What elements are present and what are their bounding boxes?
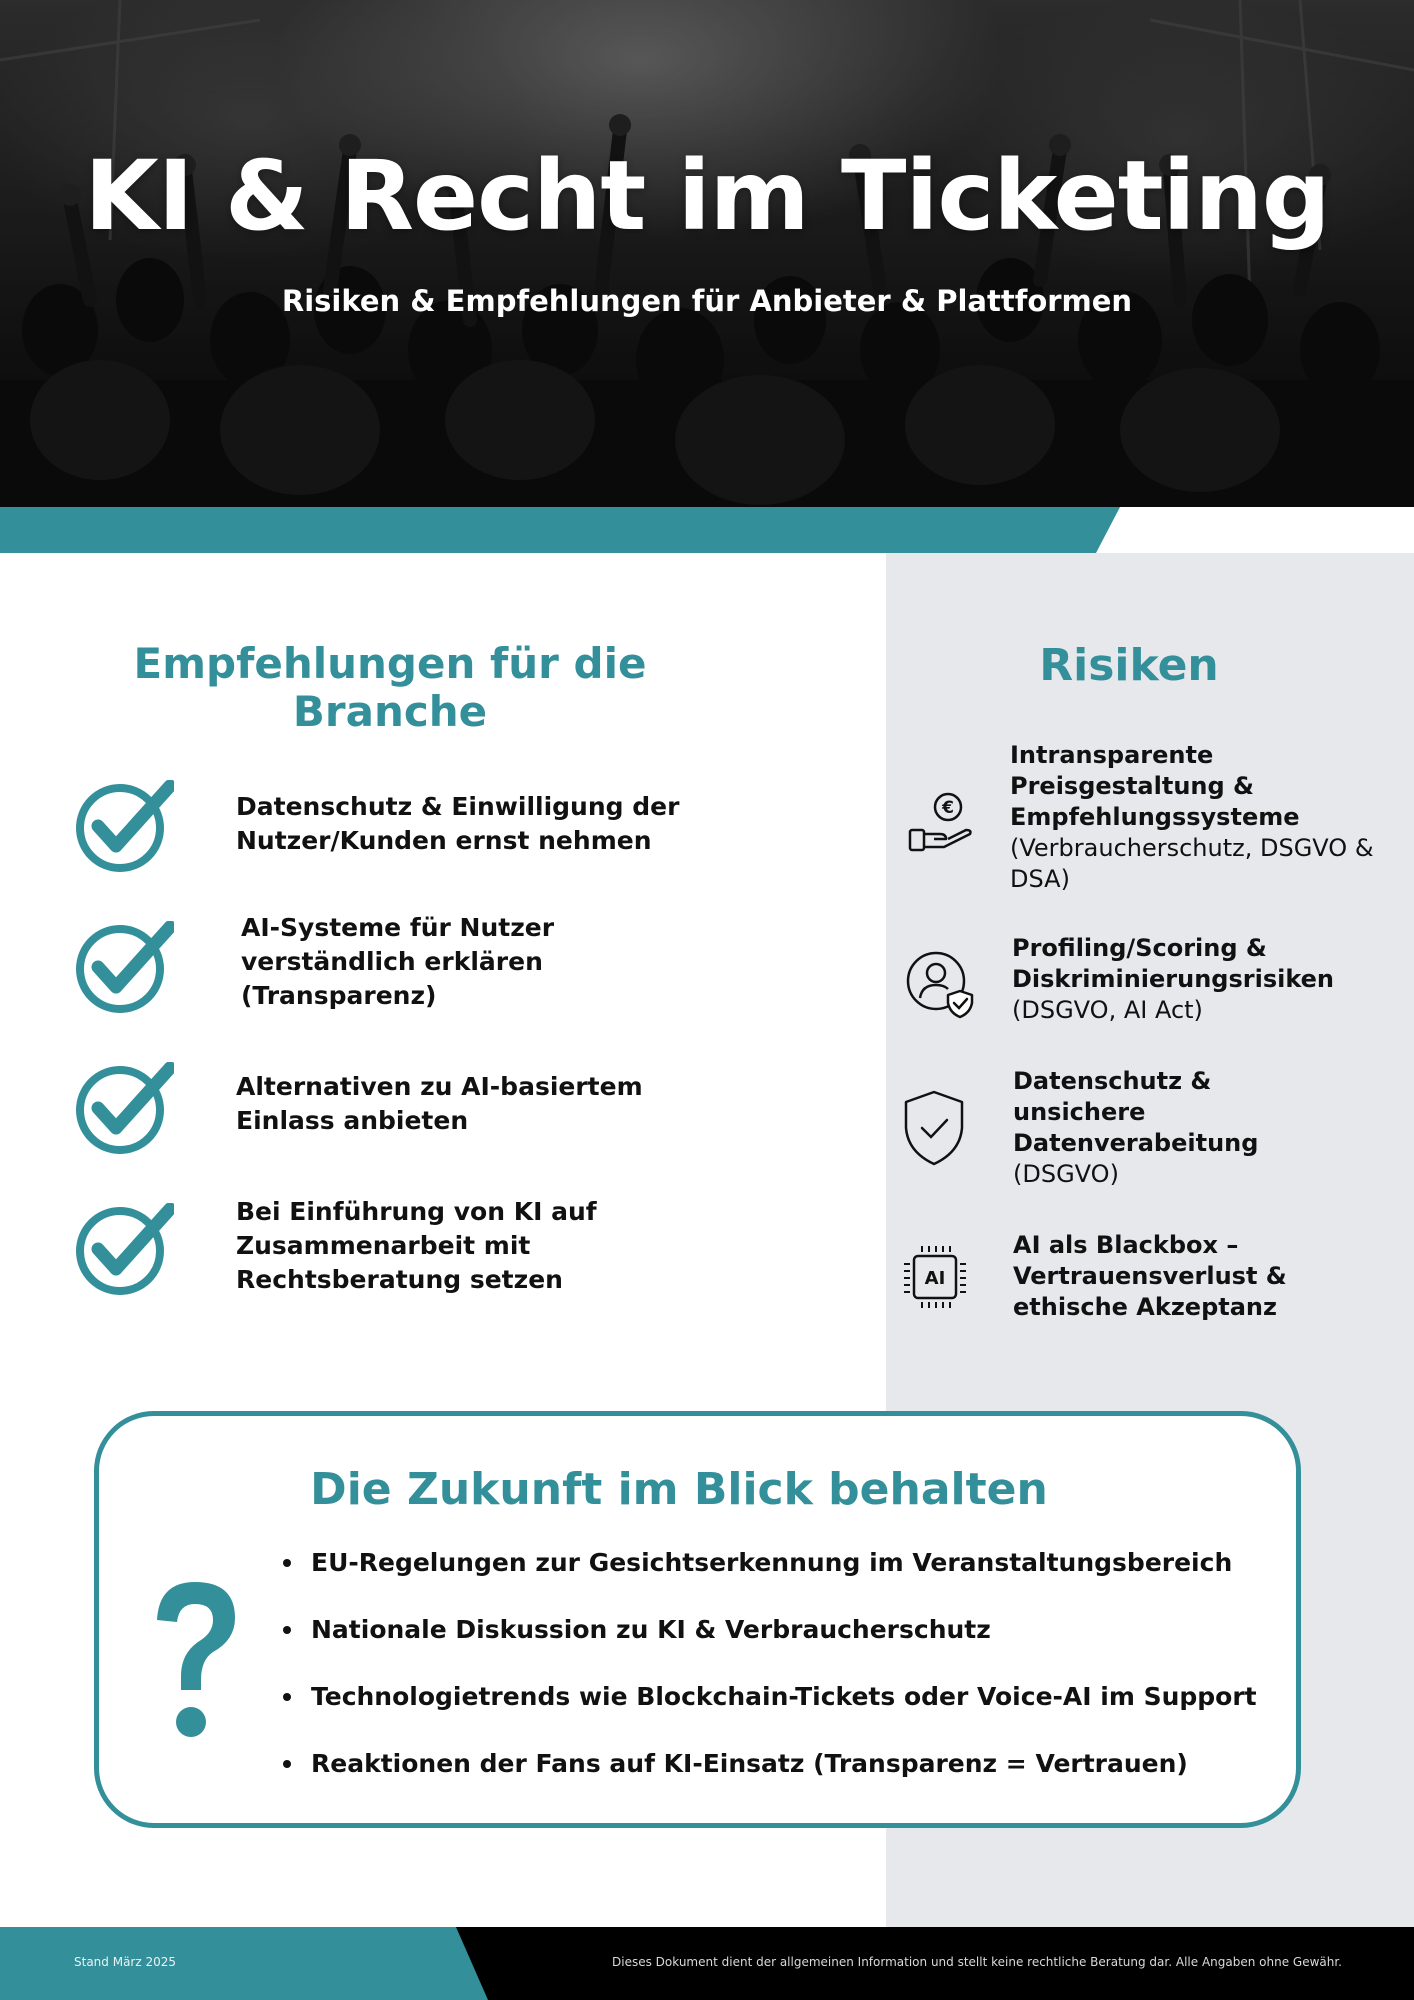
risk-text xyxy=(1010,740,1380,895)
recommendation-text: Alternativen zu AI-basiertem Einlass anbieten xyxy=(236,1072,643,1135)
recommendation-text: AI-Systeme für Nutzer verständlich erklären (Transparenz) xyxy=(241,913,555,1010)
check-circle-icon xyxy=(74,1203,174,1299)
footer xyxy=(0,1927,1414,2000)
euro-hand-icon xyxy=(900,790,980,870)
ai-chip-icon xyxy=(900,1242,980,1322)
check-circle-icon xyxy=(74,1062,174,1158)
risk-title: AI als Blackbox – Vertrauensverlust & ethische Akzeptanz xyxy=(1013,1231,1287,1321)
future-list xyxy=(279,1546,1257,1814)
future-heading: Die Zukunft im Blick behalten xyxy=(310,1464,1048,1515)
teal-accent-band xyxy=(0,507,1414,553)
risk-text xyxy=(1013,1066,1293,1190)
svg-text:€: € xyxy=(942,798,954,818)
page-title: KI & Recht im Ticketing xyxy=(84,140,1330,252)
shield-check-icon xyxy=(900,1088,980,1168)
concert-crowd-photo xyxy=(0,0,1414,507)
recommendation-item xyxy=(74,780,714,880)
recommendation-text: Bei Einführung von KI auf Zusammenarbeit mit Rechtsberatung setzen xyxy=(236,1197,597,1294)
svg-text:AI: AI xyxy=(924,1268,946,1289)
hero-banner xyxy=(0,0,1414,507)
recommendations-heading: Empfehlungen für die Branche xyxy=(133,639,647,736)
list-item: EU-Regelungen zur Gesichtserkennung im Veranstaltungsbereich xyxy=(279,1546,1257,1613)
question-mark-icon xyxy=(139,1576,249,1756)
recommendation-item xyxy=(74,913,714,1021)
risk-note: (DSGVO, AI Act) xyxy=(1012,996,1203,1024)
risk-note: (DSGVO) xyxy=(1013,1160,1119,1188)
risk-title: Intransparente Preisgestaltung & Empfehlungssysteme xyxy=(1010,741,1300,831)
recommendation-text: Datenschutz & Einwilligung der Nutzer/Kunden ernst nehmen xyxy=(236,792,680,855)
footer-disclaimer: Dieses Dokument dient der allgemeinen Information und stellt keine rechtliche Beratung dar. Alle Angaben ohne Gewähr. xyxy=(612,1955,1342,1969)
risk-text xyxy=(1012,933,1382,1026)
future-outlook-box xyxy=(94,1411,1301,1828)
footer-date: Stand März 2025 xyxy=(74,1955,177,1969)
risks-heading: Risiken xyxy=(1039,640,1219,691)
user-shield-icon xyxy=(900,943,980,1023)
risk-title: Datenschutz & unsichere Datenverabeitung xyxy=(1013,1067,1259,1157)
risk-note: (Verbraucherschutz, DSGVO & DSA) xyxy=(1010,834,1374,893)
recommendation-item xyxy=(74,1197,714,1303)
list-item: Nationale Diskussion zu KI & Verbraucherschutz xyxy=(279,1613,1257,1680)
risk-text xyxy=(1013,1230,1313,1323)
list-item: Technologietrends wie Blockchain-Tickets oder Voice-AI im Support xyxy=(279,1680,1257,1747)
check-circle-icon xyxy=(74,780,174,876)
check-circle-icon xyxy=(74,921,174,1017)
recommendation-item xyxy=(74,1062,714,1162)
risk-title: Profiling/Scoring & Diskriminierungsrisiken xyxy=(1012,934,1335,993)
list-item: Reaktionen der Fans auf KI-Einsatz (Transparenz = Vertrauen) xyxy=(279,1747,1257,1814)
page-subtitle: Risiken & Empfehlungen für Anbieter & Plattformen xyxy=(281,284,1133,318)
